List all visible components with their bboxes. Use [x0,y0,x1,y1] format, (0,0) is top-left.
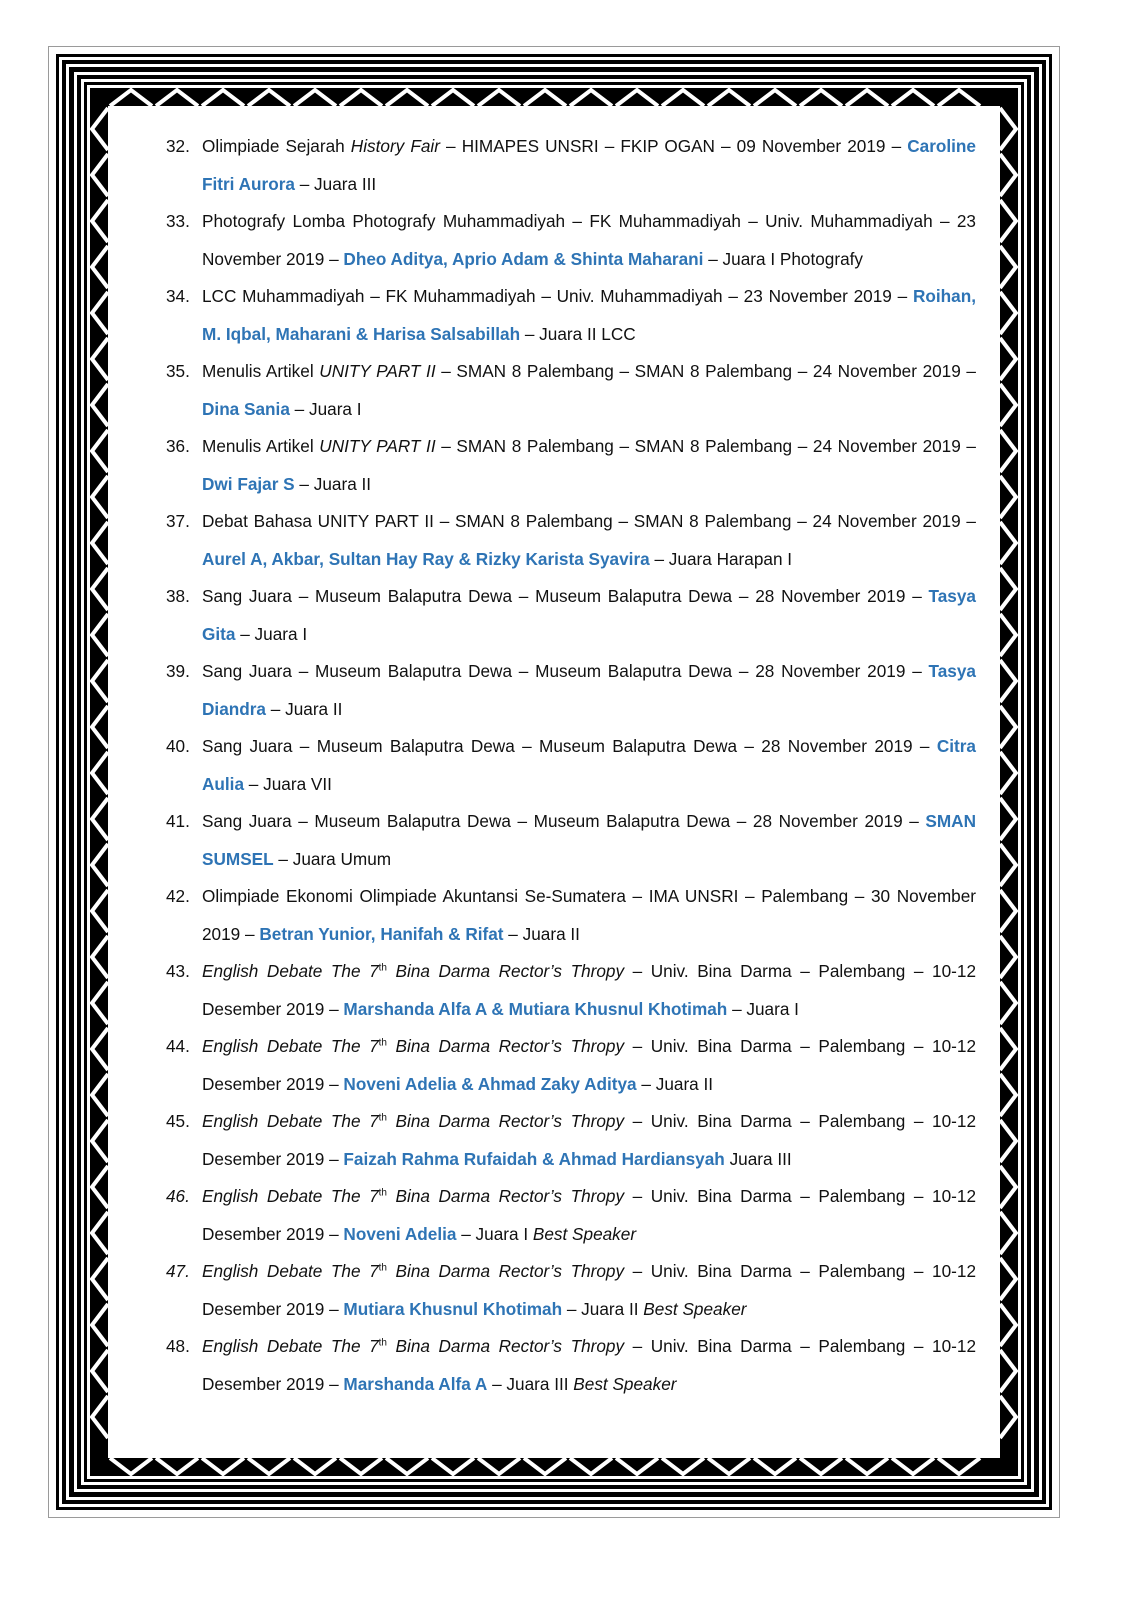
italic-text: Best Speaker [532,1223,637,1244]
item-number: 40. [166,736,190,756]
text-run: Sang Juara – Museum Balaputra Dewa – Museum Balaputra Dewa – 28 November 2019 – [202,736,937,756]
text-run: – Juara I [727,998,799,1019]
italic-text: English Debate The 7 [202,1036,379,1056]
superscript: th [378,1337,387,1349]
superscript: th [378,1037,387,1049]
text-run: LCC Muhammadiyah – FK Muhammadiyah – Univ. Muhammadiyah – 23 November 2019 – [202,286,913,306]
superscript: th [378,962,387,974]
winner-name: Mutiara Khusnul Khotimah [343,1298,563,1319]
item-text [202,503,976,578]
list-item [166,128,976,203]
italic-text: Bina Darma Rector’s Thropy [387,1261,625,1281]
italic-text: Bina Darma Rector’s Thropy [387,1036,625,1056]
item-number: 47. [166,1261,190,1281]
italic-text: UNITY PART II [319,436,436,456]
winner-name: Citra Aulia [202,736,976,794]
text-run: – HIMAPES UNSRI – FKIP OGAN – 09 November 2019 – [439,136,908,156]
item-text [202,578,976,653]
text-run: – Juara III [487,1373,574,1394]
item-number: 45. [166,1111,190,1131]
list-item [166,203,976,278]
list-item [166,1028,976,1103]
winner-name: Marshanda Alfa A & Mutiara Khusnul Khotimah [343,998,728,1019]
list-item [166,278,976,353]
text-run: Sang Juara – Museum Balaputra Dewa – Museum Balaputra Dewa – 28 November 2019 – [202,811,926,831]
italic-text: Best Speaker [573,1373,677,1394]
item-number: 33. [166,211,190,231]
winner-name: Tasya Gita [202,586,976,644]
list-item [166,878,976,953]
item-number: 35. [166,361,190,381]
text-run: – Univ. Bina Darma – Palembang – 10-12 Desember 2019 – [202,961,976,1019]
italic-text: English Debate The 7 [202,961,379,981]
italic-text: UNITY PART II [319,361,436,381]
winner-name: Dheo Aditya, Aprio Adam & Shinta Maharani [343,248,704,269]
list-item [166,353,976,428]
item-text [202,953,976,1028]
list-item [166,953,976,1028]
list-item [166,653,976,728]
item-number: 36. [166,436,190,456]
item-text [202,203,976,278]
italic-text: Best Speaker [643,1298,747,1319]
text-run: – Univ. Bina Darma – Palembang – 10-12 Desember 2019 – [202,1036,976,1094]
text-run: Debat Bahasa UNITY PART II – SMAN 8 Palembang – SMAN 8 Palembang – 24 November 2019 – [202,511,976,531]
text-run: – Juara VII [244,773,332,794]
list-item [166,1328,976,1403]
winner-name: Dwi Fajar S [202,473,295,494]
item-number: 32. [166,136,190,156]
winner-name: Marshanda Alfa A [343,1373,488,1394]
text-run: – SMAN 8 Palembang – SMAN 8 Palembang – 24 November 2019 – [435,436,976,456]
item-text [202,728,976,803]
text-run: – SMAN 8 Palembang – SMAN 8 Palembang – 24 November 2019 – [435,361,976,381]
text-run: – Univ. Bina Darma – Palembang – 10-12 Desember 2019 – [202,1261,976,1319]
list-item [166,1253,976,1328]
winner-name: SMAN SUMSEL [202,811,976,869]
text-run: Menulis Artikel [202,436,320,456]
italic-text: English Debate The 7 [202,1186,379,1206]
superscript: th [378,1112,387,1124]
text-run: – Juara III [294,173,377,194]
text-run: Olimpiade Sejarah [202,136,351,156]
winner-name: Noveni Adelia [343,1223,457,1244]
superscript: th [378,1262,387,1274]
list-item [166,728,976,803]
italic-text: Bina Darma Rector’s Thropy [387,1186,625,1206]
italic-text: English Debate The 7 [202,1261,379,1281]
item-number: 41. [166,811,190,831]
italic-text: English Debate The 7 [202,1111,379,1131]
winner-name: Caroline Fitri Aurora [202,136,976,194]
item-text [202,1103,976,1178]
italic-text: Bina Darma Rector’s Thropy [387,1336,625,1356]
item-text [202,278,976,353]
winner-name: Dina Sania [202,398,290,419]
winner-name: Faizah Rahma Rufaidah & Ahmad Hardiansyah [343,1148,725,1169]
text-run: – Juara II [636,1073,714,1094]
item-number: 42. [166,886,190,906]
item-text [202,128,976,203]
item-text [202,653,976,728]
text-run: Menulis Artikel [202,361,320,381]
text-run: – Juara I [235,623,308,644]
italic-text: Bina Darma Rector’s Thropy [387,1111,625,1131]
item-number: 43. [166,961,190,981]
list-item [166,503,976,578]
winner-name: Betran Yunior, Hanifah & Rifat [259,923,504,944]
text-run: – Juara Harapan I [649,548,793,569]
item-number: 38. [166,586,190,606]
item-text [202,1028,976,1103]
item-number: 48. [166,1336,190,1356]
text-run: – Juara II LCC [520,323,636,344]
text-run: Olimpiade Ekonomi Olimpiade Akuntansi Se-Sumatera – IMA UNSRI – Palembang – 30 November 2019 – [202,886,976,944]
winner-name: Roihan, M. Iqbal, Maharani & Harisa Salsabillah [202,286,976,344]
text-run: – Univ. Bina Darma – Palembang – 10-12 Desember 2019 – [202,1336,976,1394]
item-text [202,1178,976,1253]
text-run: – Juara I [456,1223,533,1244]
item-text [202,803,976,878]
item-number: 34. [166,286,190,306]
text-run: – Juara II [266,698,343,719]
winner-name: Aurel A, Akbar, Sultan Hay Ray & Rizky Karista Syavira [202,548,650,569]
text-run: – Juara II [294,473,372,494]
item-text [202,428,976,503]
text-run: – Juara Umum [273,848,392,869]
item-number: 44. [166,1036,190,1056]
text-run: Sang Juara – Museum Balaputra Dewa – Museum Balaputra Dewa – 28 November 2019 – [202,661,929,681]
text-run: – Univ. Bina Darma – Palembang – 10-12 Desember 2019 – [202,1186,976,1244]
item-text [202,1253,976,1328]
italic-text: English Debate The 7 [202,1336,379,1356]
text-run: Photografy Lomba Photografy Muhammadiyah – FK Muhammadiyah – Univ. Muhammadiyah – 23 November 2019 – [202,211,976,269]
text-run: Sang Juara – Museum Balaputra Dewa – Museum Balaputra Dewa – 28 November 2019 – [202,586,929,606]
text-run: – Juara I [289,398,362,419]
italic-text: History Fair [350,136,440,156]
item-text [202,353,976,428]
text-run: – Juara I Photografy [703,248,863,269]
item-number: 39. [166,661,190,681]
italic-text: Bina Darma Rector’s Thropy [387,961,625,981]
winner-name: Tasya Diandra [202,661,976,719]
item-number: 46. [166,1186,190,1206]
list-item [166,803,976,878]
text-run: – Juara II [503,923,580,944]
achievement-list [166,128,976,1403]
text-run: Juara III [724,1148,792,1169]
list-item [166,428,976,503]
superscript: th [378,1187,387,1199]
winner-name: Noveni Adelia & Ahmad Zaky Aditya [343,1073,637,1094]
list-item [166,1178,976,1253]
item-text [202,1328,976,1403]
item-number: 37. [166,511,190,531]
item-text [202,878,976,953]
list-item [166,1103,976,1178]
list-item [166,578,976,653]
text-run: – Univ. Bina Darma – Palembang – 10-12 Desember 2019 – [202,1111,976,1169]
text-run: – Juara II [562,1298,644,1319]
